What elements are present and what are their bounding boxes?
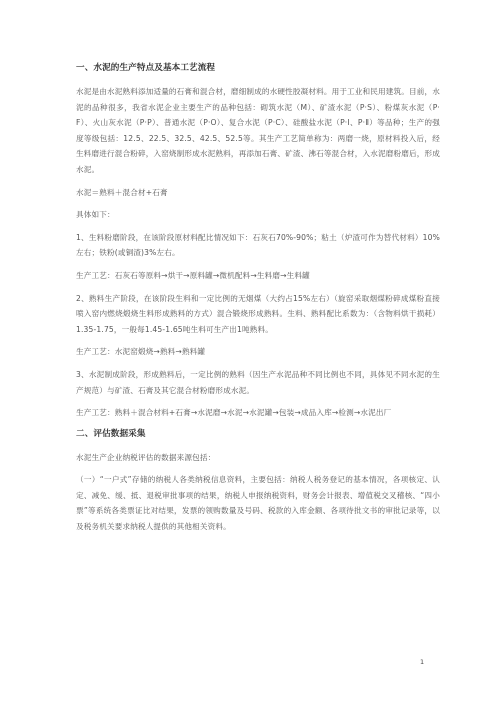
section-2-heading: 二、评估数据采集 bbox=[76, 428, 146, 439]
section-1-formula: 水泥＝熟料＋混合材+石膏 bbox=[76, 187, 168, 197]
section-1-process: 生产工艺：水泥窑煅烧→熟料→熟料罐 bbox=[76, 347, 206, 357]
section-1-process: 生产工艺：熟料＋混合材料+石膏→水泥磨→水泥→水泥罐→包装→成品入库→检测→水泥出厂 bbox=[76, 408, 392, 418]
section-1-paragraph: 3、水泥制成阶段，形成熟料后，一定比例的熟料（因生产水泥品种不同比例也不同，具体见不同水泥的生产规范）与矿渣、石膏及其它混合材粉磨形成水泥。 bbox=[76, 369, 440, 395]
page-number: 1 bbox=[420, 658, 425, 666]
section-1-heading: 一、水泥的生产特点及基本工艺流程 bbox=[76, 63, 216, 73]
section-1-paragraph: 水泥是由水泥熟料添加适量的石膏和混合材，磨细制成的水硬性胶凝材料。用于工业和民用建筑。目前，水泥的品种很多，我省水泥企业主要生产的品种包括：砌筑水泥（M）、矿渣水泥（P·S）、粉煤灰水泥（P·F）、火山灰水泥（P·P）、普通水泥（P·O）、复合水泥（P·C）、硅酸盐水泥（P·Ⅰ、P·Ⅱ）等品种；生产的强度等级包括：12.5、22.5、32.5、42.5、52.5等。其生产工艺简单称为：两磨一烧，原材料投入后，经生料磨进行混合粉碎，入窑烧制形成水泥熟料，再添加石膏、矿渣、沸石等混合材，入水泥磨粉磨后，形成水泥。 bbox=[76, 87, 440, 174]
section-1-paragraph: 1、生料粉磨阶段，在该阶段原材料配比情况如下：石灰石70%-90%；粘土（炉渣可作为替代材料）10%左右；铁粉(或铜渣)3%左右。 bbox=[76, 232, 440, 258]
section-2-paragraph: 水泥生产企业纳税评估的数据来源包括： bbox=[76, 452, 216, 462]
section-1-paragraph: 2、熟料生产阶段，在该阶段生料和一定比例的无烟煤（大约占15%左右）（旋窑采取烟煤粉碎成煤粉直接喷入窑内燃烧煅烧生料形成熟料的方式）混合锻烧形成熟料。生料、熟料配比系数为：（含物料烘干损耗）1.35-1.75，一般每1.45-1.65吨生料可生产出1吨熟料。 bbox=[76, 293, 440, 334]
section-1-process: 生产工艺：石灰石等原料→烘干→原料罐→微机配料→生料磨→生料罐 bbox=[76, 270, 310, 280]
section-1-paragraph: 具体如下： bbox=[76, 210, 115, 220]
section-2-paragraph: （一）“一户式”存储的纳税人各类纳税信息资料，主要包括：纳税人税务登记的基本情况，各项核定、认定、减免、缓、抵、退税审批事项的结果，纳税人申报纳税资料，财务会计报表、增值税交叉稽核、“四小票”等系统各类票证比对结果，发票的领购数量及号码、税款的入库金额、各项待批文书的审批记录等，以及税务机关要求纳税人提供的其他相关资料。 bbox=[76, 475, 440, 532]
